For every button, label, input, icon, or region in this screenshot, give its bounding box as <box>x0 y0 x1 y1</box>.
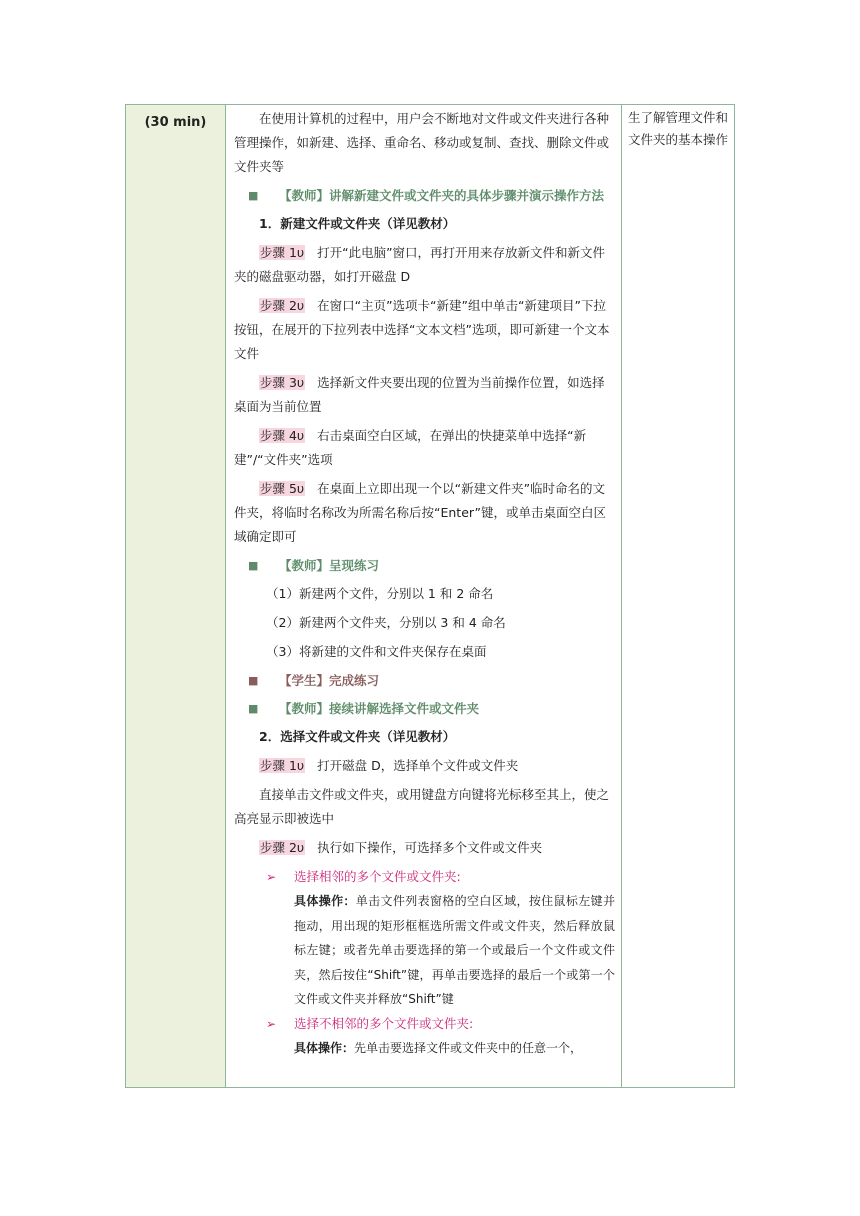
lesson-table <box>125 104 735 1088</box>
step-text: 在桌面上立即出现一个以“新建文件夹”临时命名的文件夹，将临时名称改为所需名称后按“Enter”键，或单击桌面空白区域确定即可 <box>234 481 607 544</box>
step-text: 打开磁盘 D，选择单个文件或文件夹 <box>317 758 519 773</box>
step-label: 步骤 2υ <box>260 840 305 855</box>
detail-label: 具体操作： <box>294 1040 355 1055</box>
time-label: (30 min) <box>144 115 207 130</box>
plain-paragraph: 直接单击文件或文件夹，或用键盘方向键将光标移至其上，使之高亮显示即被选中 <box>234 787 610 826</box>
intro-paragraph: 在使用计算机的过程中，用户会不断地对文件或文件夹进行各种管理操作，如新建、选择、重命名、移动或复制、查找、删除文件或文件夹等 <box>234 111 610 174</box>
step-paragraph <box>234 294 615 366</box>
step-label: 步骤 2υ <box>260 298 305 313</box>
objective-text: 生了解管理文件和文件夹的基本操作 <box>628 110 729 147</box>
sub-item-title: 选择不相邻的多个文件或文件夹: <box>294 1015 474 1031</box>
arrow-bullet-icon: ➢ <box>266 1016 277 1031</box>
time-column <box>126 105 226 1087</box>
exercise-item: （3）将新建的文件和文件夹保存在桌面 <box>266 644 487 659</box>
teacher-bullet-1 <box>234 184 615 208</box>
square-bullet-icon: ■ <box>248 674 259 687</box>
detail-text: 先单击要选择文件或文件夹中的任意一个， <box>354 1040 583 1055</box>
sub-item-title: 选择相邻的多个文件或文件夹: <box>294 869 461 884</box>
step-label: 步骤 4υ <box>260 428 305 443</box>
step-paragraph <box>234 477 615 549</box>
step-label: 步骤 1υ <box>260 758 305 773</box>
content-column <box>226 105 622 1087</box>
detail-text: 单击文件列表窗格的空白区域，按住鼠标左键并拖动，用出现的矩形框框选所需文件或文件夹，然后释放鼠标左键；或者先单击要选择的第一个或最后一个文件或文件夹，然后按住“Shift”键，再单击要选择的最后一个或第一个文件或文件夹并释放“Shift”键 <box>294 894 615 1006</box>
step-text: 选择新文件夹要出现的位置为当前操作位置，如选择桌面为当前位置 <box>234 375 605 414</box>
section-heading-2: 2．选择文件或文件夹（详见教材） <box>259 729 456 744</box>
step-text: 执行如下操作，可选择多个文件或文件夹 <box>317 840 543 855</box>
step-label: 步骤 3υ <box>260 375 305 390</box>
detail-label: 具体操作： <box>294 894 356 908</box>
arrow-bullet-icon: ➢ <box>266 870 277 884</box>
bullet-text: 【教师】接续讲解选择文件或文件夹 <box>279 701 480 716</box>
objective-column <box>622 105 734 1087</box>
sub-item-detail <box>234 1036 615 1061</box>
bullet-text: 【教师】呈现练习 <box>279 558 380 573</box>
step-paragraph <box>234 241 615 289</box>
teacher-bullet-2 <box>234 554 615 578</box>
square-bullet-icon: ■ <box>248 559 259 572</box>
sub-item-adjacent <box>234 865 615 889</box>
square-bullet-icon: ■ <box>248 702 259 715</box>
section-heading-1: 1．新建文件或文件夹（详见教材） <box>259 216 456 231</box>
step-label: 步骤 1υ <box>260 245 305 260</box>
step-paragraph <box>234 424 615 472</box>
square-bullet-icon: ■ <box>248 189 259 202</box>
step-paragraph <box>234 836 615 860</box>
step-text: 在窗口“主页”选项卡“新建”组中单击“新建项目”下拉按钮，在展开的下拉列表中选择“文本文档”选项，即可新建一个文本文件 <box>234 298 610 361</box>
step-text: 右击桌面空白区域，在弹出的快捷菜单中选择“新建”/“文件夹”选项 <box>234 428 587 467</box>
teacher-bullet-3 <box>234 697 615 721</box>
exercise-item: （2）新建两个文件夹，分别以 3 和 4 命名 <box>266 615 506 630</box>
student-bullet <box>234 669 615 693</box>
sub-item-nonadjacent <box>234 1012 615 1036</box>
sub-item-detail <box>234 889 615 1012</box>
step-paragraph <box>234 754 615 778</box>
exercise-item: （1）新建两个文件，分别以 1 和 2 命名 <box>266 586 494 601</box>
bullet-text: 【学生】完成练习 <box>279 673 380 688</box>
step-label: 步骤 5υ <box>260 481 305 496</box>
step-text: 打开“此电脑”窗口，再打开用来存放新文件和新文件夹的磁盘驱动器，如打开磁盘 D <box>234 245 606 284</box>
step-paragraph <box>234 371 615 419</box>
bullet-text: 【教师】讲解新建文件或文件夹的具体步骤并演示操作方法 <box>279 188 605 203</box>
